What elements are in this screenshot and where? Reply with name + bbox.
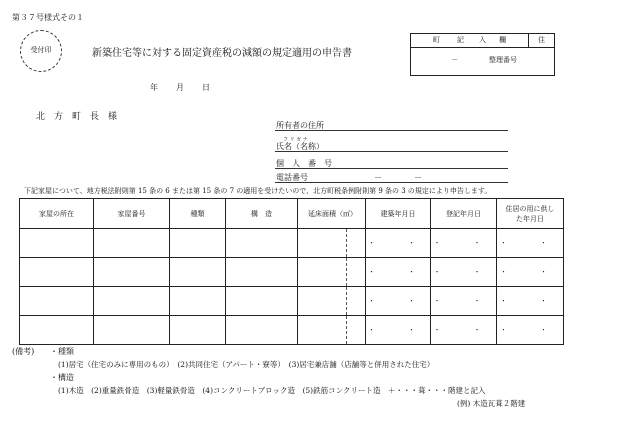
owner-address-line[interactable] (275, 130, 508, 131)
cell-structure[interactable] (226, 287, 298, 316)
col-header-location: 家屋の所在 (20, 199, 94, 229)
form-number: 第３７号様式その１ (12, 13, 84, 22)
cell-registered-date[interactable]: ・ ・ (431, 229, 497, 258)
reception-stamp-circle (20, 30, 62, 72)
table-row (20, 258, 564, 287)
table-row (20, 229, 564, 258)
phone-line[interactable] (275, 182, 508, 183)
date-month: 月 (176, 83, 184, 92)
cell-residence-date[interactable]: ・ ・ (497, 287, 564, 316)
office-box-number-label: 整理番号 (489, 56, 517, 64)
cell-structure[interactable] (226, 258, 298, 287)
date-day: 日 (202, 83, 210, 92)
cell-house-number[interactable] (94, 258, 170, 287)
cell-location[interactable] (20, 229, 94, 258)
owner-name-line[interactable] (275, 151, 508, 152)
name-ruby: フ リ ガ ナ (283, 137, 308, 143)
col-header-residence-date: 住居の用に供した年月日 (497, 199, 564, 229)
personal-number-label: 個 人 番 号 (276, 159, 332, 168)
owner-address-label: 所有者の住所 (276, 121, 324, 130)
office-use-box (410, 33, 555, 76)
cell-residence-date[interactable]: ・ ・ (497, 258, 564, 287)
decimal-divider (346, 258, 347, 286)
decimal-divider (346, 316, 347, 344)
office-box-cell: 入 (479, 36, 486, 44)
phone-dash: － (414, 173, 422, 182)
decimal-divider (346, 229, 347, 257)
cell-type[interactable] (170, 316, 226, 345)
table-header-row (20, 199, 564, 229)
notes-structures: (1)木造 (2)重量鉄骨造 (3)軽量鉄骨造 (4)コンクリートブロック造 (5)鉄筋コンクリート造 ＋・・・葺・・・階建と記入 (58, 386, 486, 395)
cell-registered-date[interactable]: ・ ・ (431, 316, 497, 345)
cell-built-date[interactable]: ・ ・ (366, 316, 431, 345)
property-table (19, 198, 564, 345)
notes-heading: (備考) (12, 347, 35, 356)
office-box-divider (528, 34, 529, 47)
document-title: 新築住宅等に対する固定資産税の減額の規定適用の申告書 (92, 48, 352, 59)
stamp-label: 受付印 (30, 46, 52, 54)
cell-type[interactable] (170, 287, 226, 316)
cell-floor-area[interactable] (298, 287, 366, 316)
cell-location[interactable] (20, 287, 94, 316)
col-header-house-number: 家屋番号 (94, 199, 170, 229)
cell-house-number[interactable] (94, 287, 170, 316)
col-header-type: 種類 (170, 199, 226, 229)
col-header-registered-date: 登記年月日 (431, 199, 497, 229)
office-box-cell: 欄 (499, 36, 506, 44)
office-box-right-label: 住 (538, 36, 545, 44)
office-box-dash: － (451, 56, 458, 64)
application-statement: 下記家屋について、地方税法附則第 15 条の 6 または第 15 条の 7 の適用を受けたいので、北方町税条例附則第 9 条の 3 の規定により申告します。 (24, 187, 492, 195)
phone-label: 電話番号 (276, 173, 308, 182)
cell-type[interactable] (170, 229, 226, 258)
notes-example: (例) 木造瓦葺２階建 (457, 399, 526, 408)
cell-structure[interactable] (226, 316, 298, 345)
notes-structure-heading: ・構造 (50, 373, 74, 382)
cell-type[interactable] (170, 258, 226, 287)
cell-floor-area[interactable] (298, 316, 366, 345)
addressee: 北 方 町 長 様 (36, 112, 118, 122)
cell-registered-date[interactable]: ・ ・ (431, 258, 497, 287)
office-box-cell: 記 (457, 36, 464, 44)
cell-residence-date[interactable]: ・ ・ (497, 316, 564, 345)
cell-registered-date[interactable]: ・ ・ (431, 287, 497, 316)
cell-location[interactable] (20, 258, 94, 287)
owner-name-label: 氏名（名称） (276, 142, 324, 151)
cell-house-number[interactable] (94, 229, 170, 258)
col-header-structure: 構 造 (226, 199, 298, 229)
cell-residence-date[interactable]: ・ ・ (497, 229, 564, 258)
personal-number-line[interactable] (275, 168, 508, 169)
cell-structure[interactable] (226, 229, 298, 258)
cell-floor-area[interactable] (298, 258, 366, 287)
table-row (20, 316, 564, 345)
decimal-divider (346, 287, 347, 315)
phone-dash: － (374, 173, 382, 182)
office-box-header (411, 34, 554, 48)
date-year: 年 (150, 83, 158, 92)
office-box-cell: 町 (433, 36, 440, 44)
cell-location[interactable] (20, 316, 94, 345)
table-row (20, 287, 564, 316)
cell-built-date[interactable]: ・ ・ (366, 287, 431, 316)
notes-types: (1)居宅（住宅のみに専用のもの） (2)共同住宅（アパート・寮等） (3)居宅兼店舗（店舗等と併用された住宅） (58, 360, 435, 369)
notes-type-heading: ・種類 (50, 347, 74, 356)
cell-built-date[interactable]: ・ ・ (366, 258, 431, 287)
cell-floor-area[interactable] (298, 229, 366, 258)
cell-built-date[interactable]: ・ ・ (366, 229, 431, 258)
office-box-number-row (411, 48, 554, 75)
col-header-built-date: 建築年月日 (366, 199, 431, 229)
cell-house-number[interactable] (94, 316, 170, 345)
col-header-floor-area: 延床面積（㎡） (298, 199, 366, 229)
